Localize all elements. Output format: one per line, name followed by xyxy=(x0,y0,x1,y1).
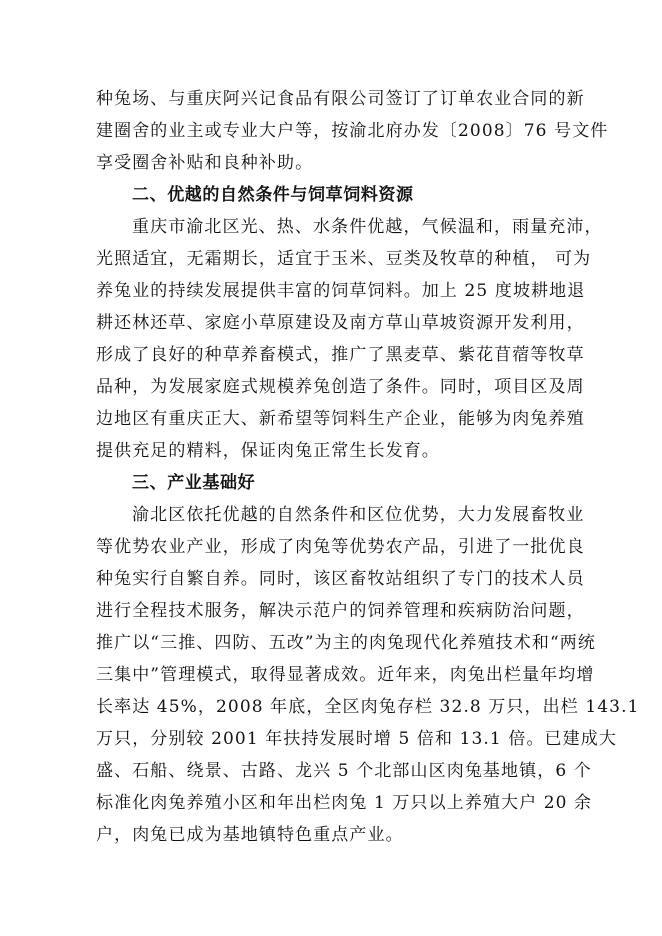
body-text-line: 边地区有重庆正大、新希望等饲料生产企业，能够为肉兔养殖 xyxy=(96,409,585,429)
body-text-line: 渝北区依托优越的自然条件和区位优势，大力发展畜牧业 xyxy=(132,505,585,525)
body-text-line: 户，肉兔已成为基地镇特色重点产业。 xyxy=(96,825,404,845)
body-text-line: 标准化肉兔养殖小区和年出栏肉兔 1 万只以上养殖大户 20 余 xyxy=(96,793,593,813)
body-text-line: 光照适宜，无霜期长，适宜于玉米、豆类及牧草的种植， 可为 xyxy=(96,249,592,269)
body-text-line: 享受圈舍补贴和良种补助。 xyxy=(96,153,314,173)
body-text-line: 品种，为发展家庭式规模养兔创造了条件。同时，项目区及周 xyxy=(96,377,585,397)
body-text-line: 推广以“三推、四防、五改”为主的肉兔现代化养殖技术和“两统 xyxy=(96,633,596,653)
body-text-line: 种兔场、与重庆阿兴记食品有限公司签订了订单农业合同的新 xyxy=(96,89,585,109)
body-text-line: 重庆市渝北区光、热、水条件优越，气候温和，雨量充沛， xyxy=(132,217,603,237)
body-text-line: 形成了良好的种草养畜模式，推广了黑麦草、紫花苜蓿等牧草 xyxy=(96,345,585,365)
section-heading: 三、产业基础好 xyxy=(132,473,256,493)
section-heading: 二、优越的自然条件与饲草饲料资源 xyxy=(132,185,414,205)
body-text-line: 提供充足的精料，保证肉兔正常生长发育。 xyxy=(96,441,440,461)
body-text-line: 万只，分别较 2001 年扶持发展时增 5 倍和 13.1 倍。已建成大 xyxy=(96,729,617,749)
body-text-line: 三集中”管理模式，取得显著成效。近年来，肉兔出栏量年均增 xyxy=(96,665,595,685)
body-text-line: 长率达 45%，2008 年底，全区肉兔存栏 32.8 万只，出栏 143.1 xyxy=(96,697,640,717)
body-text-line: 耕还林还草、家庭小草原建设及南方草山草坡资源开发利用， xyxy=(96,313,585,333)
body-text-line: 建圈舍的业主或专业大户等，按渝北府办发〔2008〕76 号文件 xyxy=(96,121,609,141)
body-text-line: 养兔业的持续发展提供丰富的饲草饲料。加上 25 度坡耕地退 xyxy=(96,281,586,301)
body-text-line: 盛、石船、绕景、古路、龙兴 5 个北部山区肉兔基地镇，6 个 xyxy=(96,761,592,781)
body-text-line: 进行全程技术服务，解决示范户的饲养管理和疾病防治问题， xyxy=(96,601,585,621)
body-text-line: 等优势农业产业，形成了肉兔等优势农产品，引进了一批优良 xyxy=(96,537,585,557)
body-text-line: 种兔实行自繁自养。同时，该区畜牧站组织了专门的技术人员 xyxy=(96,569,585,589)
